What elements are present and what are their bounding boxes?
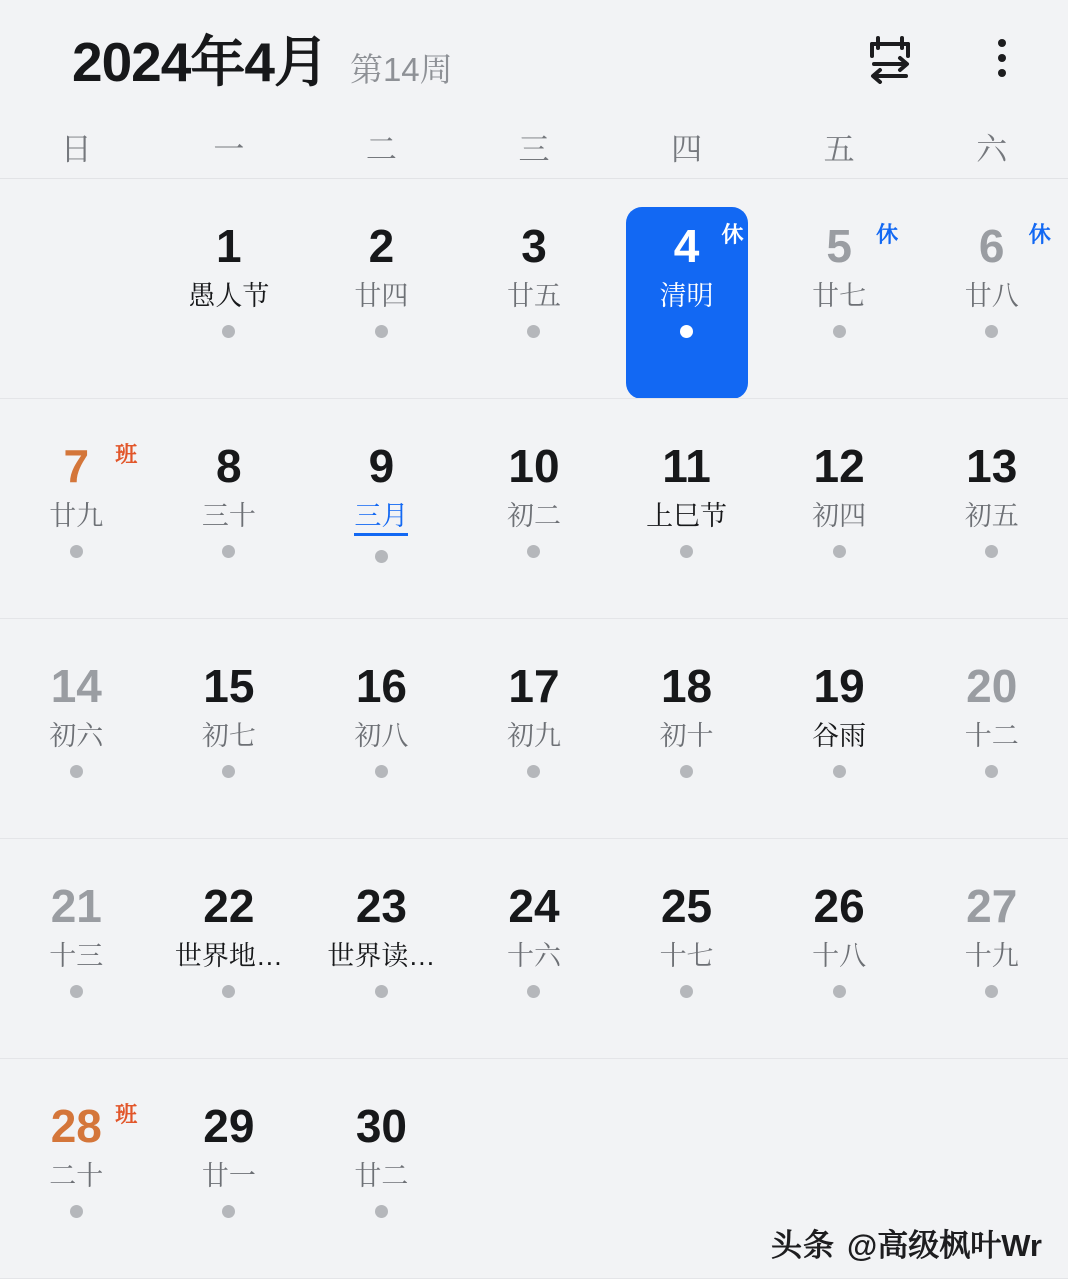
week-label: 第14周 — [349, 51, 453, 89]
weekday-3: 三 — [518, 132, 550, 168]
more-vertical-icon[interactable] — [974, 30, 1030, 86]
calendar-cell[interactable] — [915, 399, 1068, 619]
restday-badge: 休 — [876, 222, 899, 247]
weekday-header — [0, 115, 1068, 179]
calendar-sync-icon[interactable] — [862, 30, 918, 86]
day-30[interactable] — [320, 1087, 442, 1279]
calendar-cell[interactable] — [763, 179, 916, 399]
day-16[interactable] — [320, 647, 442, 839]
calendar-cell[interactable] — [153, 399, 306, 619]
day-number: 12 — [813, 440, 865, 492]
event-dot — [527, 545, 540, 558]
calendar-cell-empty — [0, 179, 153, 399]
day-number: 15 — [203, 660, 255, 712]
event-dot — [375, 765, 388, 778]
dot-2 — [998, 54, 1006, 62]
calendar-cell[interactable] — [153, 179, 306, 399]
event-dot — [375, 550, 388, 563]
weekday-0: 日 — [60, 132, 92, 168]
day-number: 16 — [355, 660, 407, 712]
calendar-grid — [0, 179, 1068, 1279]
day-27[interactable] — [931, 867, 1053, 1059]
day-15[interactable] — [168, 647, 290, 839]
restday-badge: 休 — [721, 222, 744, 247]
day-number: 2 — [368, 220, 395, 272]
title-group — [72, 18, 862, 97]
workday-badge: 班 — [115, 442, 138, 467]
lunar-label: 初八 — [354, 721, 409, 751]
calendar-cell[interactable] — [458, 619, 611, 839]
day-number: 24 — [508, 880, 560, 932]
event-dot — [985, 985, 998, 998]
day-4[interactable] — [626, 207, 748, 399]
watermark — [771, 1220, 1042, 1265]
calendar-cell[interactable] — [610, 399, 763, 619]
event-dot — [527, 765, 540, 778]
calendar-cell[interactable] — [763, 399, 916, 619]
day-10[interactable] — [473, 427, 595, 619]
event-dot — [985, 765, 998, 778]
calendar-cell[interactable] — [305, 839, 458, 1059]
calendar-cell[interactable] — [0, 399, 153, 619]
lunar-label: 廿五 — [506, 281, 561, 311]
day-2[interactable] — [320, 207, 442, 399]
lunar-label: 十二 — [964, 721, 1019, 751]
lunar-label: 十八 — [812, 941, 867, 971]
weekday-5: 五 — [823, 132, 855, 168]
event-dot — [70, 545, 83, 558]
lunar-label: 世界地… — [174, 941, 283, 971]
day-number: 1 — [216, 220, 242, 272]
dot-1 — [998, 39, 1006, 47]
workday-badge: 班 — [115, 1102, 138, 1127]
event-dot — [680, 545, 693, 558]
calendar-cell[interactable] — [153, 1059, 306, 1279]
calendar-cell[interactable] — [0, 619, 153, 839]
day-19[interactable] — [778, 647, 900, 839]
day-3[interactable] — [473, 207, 595, 399]
calendar-cell[interactable] — [305, 1059, 458, 1279]
lunar-label: 廿八 — [964, 281, 1019, 311]
event-dot — [70, 765, 83, 778]
day-12[interactable] — [778, 427, 900, 619]
event-dot — [375, 1205, 388, 1218]
lunar-label: 廿九 — [49, 501, 104, 531]
lunar-label: 清明 — [659, 281, 714, 311]
event-dot — [833, 325, 846, 338]
calendar-cell[interactable] — [305, 179, 458, 399]
day-25[interactable] — [626, 867, 748, 1059]
page-title: 2024年4月 — [72, 31, 328, 94]
day-number: 6 — [978, 220, 1005, 272]
calendar-cell[interactable] — [610, 619, 763, 839]
day-number: 19 — [813, 660, 865, 712]
lunar-label: 二十 — [49, 1161, 104, 1191]
day-number: 9 — [368, 440, 395, 492]
calendar-cell[interactable] — [915, 179, 1068, 399]
calendar-cell[interactable] — [305, 619, 458, 839]
day-number: 18 — [660, 660, 713, 712]
weekday-1: 一 — [213, 132, 245, 168]
event-dot — [222, 985, 235, 998]
watermark-author: @高级枫叶Wr — [847, 1228, 1042, 1263]
lunar-label: 十七 — [659, 941, 714, 971]
lunar-label: 谷雨 — [812, 721, 867, 751]
calendar-cell[interactable] — [763, 619, 916, 839]
event-dot — [222, 325, 235, 338]
event-dot — [985, 545, 998, 558]
day-number: 20 — [966, 660, 1018, 712]
lunar-label: 廿二 — [354, 1161, 409, 1191]
calendar-cell[interactable] — [0, 839, 153, 1059]
lunar-label: 三十 — [201, 501, 256, 531]
day-26[interactable] — [778, 867, 900, 1059]
day-number: 27 — [966, 880, 1018, 932]
lunar-label: 初十 — [659, 721, 714, 751]
lunar-label: 初六 — [49, 721, 104, 751]
lunar-label: 初七 — [201, 721, 256, 751]
calendar-cell[interactable] — [458, 399, 611, 619]
lunar-label: 十三 — [49, 941, 104, 971]
day-13[interactable] — [931, 427, 1053, 619]
lunar-label: 愚人节 — [188, 281, 270, 311]
event-dot — [680, 765, 693, 778]
event-dot — [375, 325, 388, 338]
day-21[interactable] — [15, 867, 137, 1059]
day-14[interactable] — [15, 647, 137, 839]
calendar-cell[interactable] — [915, 619, 1068, 839]
calendar-cell[interactable] — [0, 1059, 153, 1279]
day-number: 29 — [203, 1100, 255, 1152]
event-dot — [680, 985, 693, 998]
event-dot — [527, 325, 540, 338]
day-number: 26 — [813, 880, 865, 932]
watermark-logo: 头条 — [771, 1228, 835, 1263]
lunar-label: 十六 — [506, 941, 561, 971]
lunar-label: 初九 — [506, 721, 561, 751]
lunar-label: 廿七 — [812, 281, 867, 311]
calendar-cell[interactable] — [915, 839, 1068, 1059]
weekday-2: 二 — [365, 132, 397, 168]
day-number: 14 — [50, 660, 102, 712]
day-6[interactable] — [931, 207, 1053, 399]
event-dot — [222, 1205, 235, 1218]
calendar-cell-empty — [610, 1059, 763, 1279]
day-number: 25 — [660, 880, 713, 932]
lunar-label: 初二 — [506, 501, 561, 531]
restday-badge: 休 — [1028, 222, 1051, 247]
day-number: 4 — [673, 220, 700, 272]
event-dot — [833, 545, 846, 558]
day-20[interactable] — [931, 647, 1053, 839]
day-8[interactable] — [168, 427, 290, 619]
day-number: 30 — [355, 1100, 407, 1152]
event-dot — [833, 765, 846, 778]
lunar-label: 上巳节 — [646, 501, 728, 531]
day-number: 11 — [662, 440, 711, 492]
lunar-label: 世界读… — [327, 941, 436, 971]
day-number: 23 — [355, 880, 407, 932]
event-dot — [222, 545, 235, 558]
day-28[interactable] — [15, 1087, 137, 1279]
lunar-label: 初四 — [812, 501, 867, 531]
day-9[interactable] — [320, 427, 442, 619]
calendar-cell[interactable] — [458, 839, 611, 1059]
day-11[interactable] — [626, 427, 748, 619]
calendar-cell[interactable] — [305, 399, 458, 619]
day-7[interactable] — [15, 427, 137, 619]
day-number: 3 — [521, 220, 547, 272]
lunar-label: 廿一 — [201, 1161, 256, 1191]
day-number: 13 — [966, 440, 1018, 492]
calendar-cell[interactable] — [610, 179, 763, 399]
event-dot — [833, 985, 846, 998]
day-number: 8 — [216, 440, 242, 492]
day-number: 21 — [50, 880, 102, 932]
day-number: 17 — [508, 660, 560, 712]
day-number: 5 — [826, 220, 852, 272]
calendar-cell-empty — [458, 1059, 611, 1279]
event-dot — [222, 765, 235, 778]
app-header — [0, 0, 1068, 115]
day-22[interactable] — [168, 867, 290, 1059]
day-18[interactable] — [626, 647, 748, 839]
calendar-cell[interactable] — [763, 839, 916, 1059]
weekday-6: 六 — [976, 132, 1008, 168]
dot-3 — [998, 69, 1006, 77]
calendar-cell[interactable] — [153, 839, 306, 1059]
lunar-label: 十九 — [964, 941, 1019, 971]
calendar-cell[interactable] — [610, 839, 763, 1059]
event-dot — [70, 1205, 83, 1218]
event-dot — [527, 985, 540, 998]
day-17[interactable] — [473, 647, 595, 839]
day-24[interactable] — [473, 867, 595, 1059]
lunar-label: 廿四 — [354, 281, 409, 311]
day-29[interactable] — [168, 1087, 290, 1279]
day-1[interactable] — [168, 207, 290, 399]
event-dot — [70, 985, 83, 998]
event-dot — [985, 325, 998, 338]
event-dot — [680, 325, 693, 338]
day-number: 7 — [63, 440, 90, 492]
day-number: 10 — [508, 440, 560, 492]
header-actions — [862, 30, 1030, 86]
calendar-cell[interactable] — [153, 619, 306, 839]
day-23[interactable] — [320, 867, 442, 1059]
event-dot — [375, 985, 388, 998]
calendar-cell[interactable] — [458, 179, 611, 399]
day-number: 22 — [203, 880, 255, 932]
lunar-label: 初五 — [964, 501, 1019, 531]
lunar-label: 三月 — [354, 501, 408, 536]
weekday-4: 四 — [671, 132, 703, 168]
day-number: 28 — [50, 1100, 102, 1152]
day-5[interactable] — [778, 207, 900, 399]
